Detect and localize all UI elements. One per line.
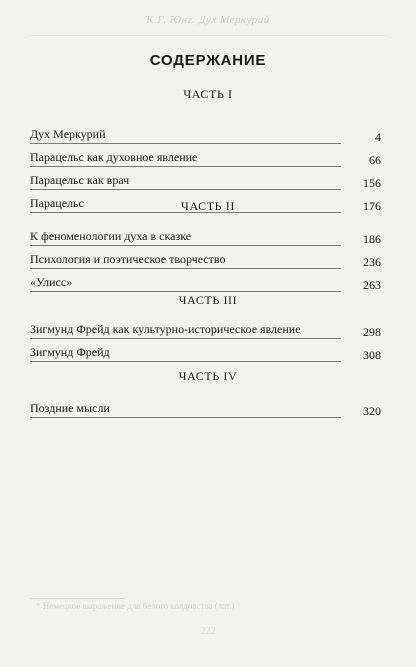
part-heading-4: ЧАСТЬ IV bbox=[178, 369, 238, 383]
toc-entry-page: 156 bbox=[363, 176, 381, 190]
toc-entry-page: 320 bbox=[363, 404, 381, 418]
page-title: СОДЕРЖАНИЕ bbox=[149, 52, 267, 69]
footnote-rule bbox=[30, 598, 125, 599]
toc-entry-page: 236 bbox=[363, 255, 381, 269]
part-heading-3: ЧАСТЬ III bbox=[178, 293, 238, 307]
toc-entry-title: Поздние мысли bbox=[30, 401, 341, 418]
toc-entry-page: 298 bbox=[363, 325, 381, 339]
toc-entry-title: Зигмунд Фрейд bbox=[30, 345, 341, 362]
toc-entry-page: 263 bbox=[363, 278, 381, 292]
toc-entry-page: 186 bbox=[363, 232, 381, 246]
toc-entry-title: Дух Меркурий bbox=[30, 127, 341, 144]
toc-entry-page: 4 bbox=[375, 130, 381, 144]
toc-section-4 bbox=[30, 401, 381, 418]
toc-entry-title: Парацельс bbox=[30, 196, 341, 213]
toc-entry-title: «Улисс» bbox=[30, 275, 341, 292]
toc-section-2 bbox=[30, 229, 381, 292]
toc-entry-title: К феноменологии духа в сказке bbox=[30, 229, 341, 246]
toc-entry-title: Психология и поэтическое творчество bbox=[30, 252, 341, 269]
part-heading-2: ЧАСТЬ II bbox=[181, 199, 235, 213]
page-number: 222 bbox=[200, 626, 216, 637]
header-rule bbox=[30, 35, 386, 36]
toc-entry-page: 308 bbox=[363, 348, 381, 362]
toc-entry-title: Парацельс как врач bbox=[30, 173, 341, 190]
toc-entry-page: 66 bbox=[369, 153, 381, 167]
toc-entry-title: Зигмунд Фрейд как культурно-историческое явление bbox=[30, 322, 341, 339]
toc-entry-title: Парацельс как духовное явление bbox=[30, 150, 341, 167]
toc-entry-page: 176 bbox=[363, 199, 381, 213]
toc-section-3 bbox=[30, 322, 381, 362]
part-heading-1: ЧАСТЬ I bbox=[183, 87, 233, 101]
running-head: К.Г. Юнг. Дух Меркурий bbox=[146, 14, 270, 26]
footnote: * Немецкое выражение для белого колдовства (лат.) bbox=[36, 601, 235, 611]
